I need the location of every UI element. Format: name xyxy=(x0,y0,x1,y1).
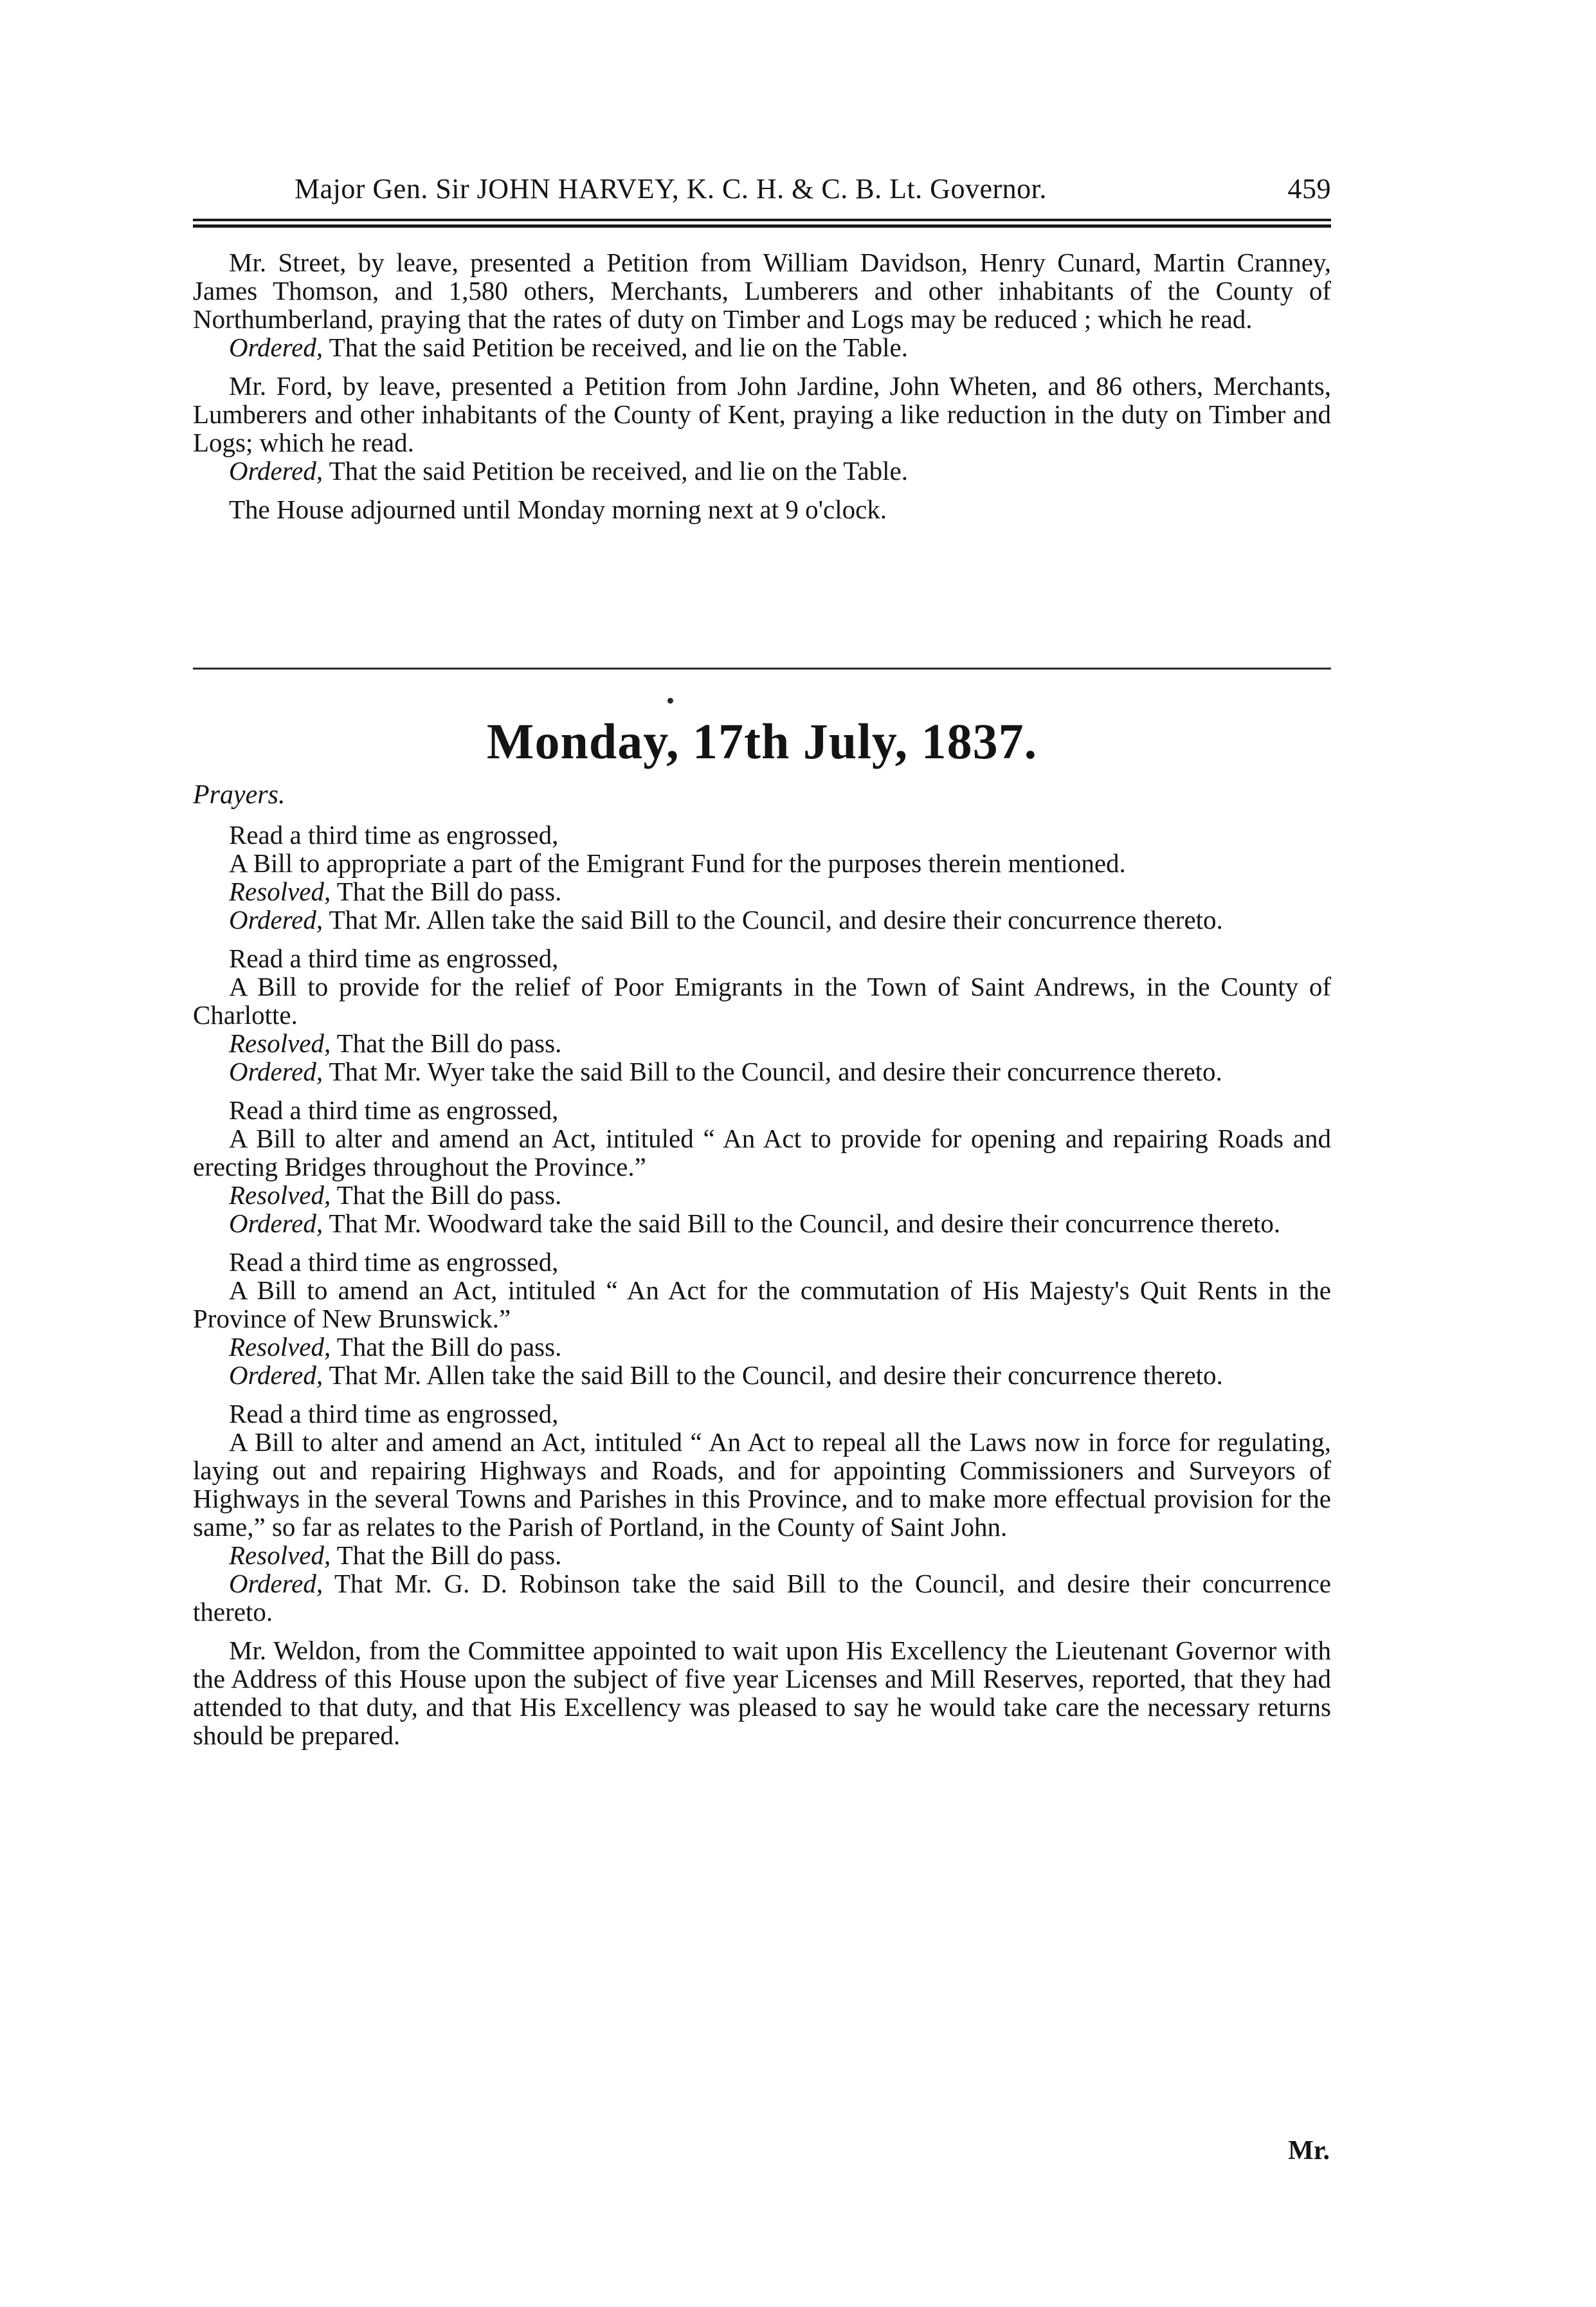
resolved-label: Resolved, xyxy=(229,1180,331,1210)
ordered-label: Ordered, xyxy=(229,456,323,486)
resolved-text: That the Bill do pass. xyxy=(331,1540,562,1570)
resolved-text: That the Bill do pass. xyxy=(331,1028,562,1058)
ordered-text: That Mr. Woodward take the said Bill to the Council, and desire their concurrence thereto. xyxy=(323,1208,1281,1238)
ordered-label: Ordered, xyxy=(229,1569,323,1598)
resolved-label: Resolved, xyxy=(229,1028,331,1058)
bill-entry xyxy=(193,1400,1331,1626)
read-line: Read a third time as engrossed, xyxy=(229,1095,559,1125)
resolved-text: That the Bill do pass. xyxy=(331,1332,562,1362)
ordered-label: Ordered, xyxy=(229,333,323,362)
read-line: Read a third time as engrossed, xyxy=(229,820,559,850)
resolved-text: That the Bill do pass. xyxy=(331,1180,562,1210)
bill-entry xyxy=(193,1096,1331,1237)
bill-title: A Bill to alter and amend an Act, intituled “ An Act to provide for opening and repairing Roads and erecting Bridges throughout the Province.” xyxy=(193,1124,1331,1181)
header-rule xyxy=(193,219,1331,228)
ford-petition-paragraph: Mr. Ford, by leave, presented a Petition from John Jardine, John Wheten, and 86 others, Merchants, Lumberers and other inhabitants of the County of Kent, praying a like reduction in the duty on Timber and Logs; which he read. xyxy=(193,371,1331,457)
ordered-text: That Mr. Wyer take the said Bill to the Council, and desire their concurrence thereto. xyxy=(323,1057,1222,1086)
ordered-text: That Mr. Allen take the said Bill to the Council, and desire their concurrence thereto. xyxy=(323,1360,1223,1390)
ordered-text: That Mr. Allen take the said Bill to the Council, and desire their concurrence thereto. xyxy=(323,905,1223,935)
ordered-text: That the said Petition be received, and lie on the Table. xyxy=(323,333,908,362)
resolved-line xyxy=(193,877,1331,906)
running-header xyxy=(193,166,1331,211)
bills-section xyxy=(193,821,1331,1749)
resolved-label: Resolved, xyxy=(229,1540,331,1570)
ornament-dot xyxy=(667,698,673,704)
read-line: Read a third time as engrossed, xyxy=(229,1399,559,1428)
resolved-label: Resolved, xyxy=(229,1332,331,1362)
ordered-label: Ordered, xyxy=(229,1360,323,1390)
section-divider xyxy=(193,668,1331,670)
ordered-line xyxy=(193,1569,1331,1626)
bill-entry xyxy=(193,1248,1331,1389)
bill-entry xyxy=(193,944,1331,1086)
bill-title: A Bill to alter and amend an Act, intituled “ An Act to repeal all the Laws now in force for regulating, laying out and repairing Highways and Roads, and for appointing Commissioners and Surveyors of Highways in the several Towns and Parishes in this Province, and to make more effectual provision for the same,” so far as relates to the Parish of Portland, in the County of Saint John. xyxy=(193,1427,1331,1542)
resolved-label: Resolved, xyxy=(229,877,331,906)
ordered-line xyxy=(193,1209,1331,1237)
ordered-label: Ordered, xyxy=(229,1057,323,1086)
ordered-line xyxy=(193,1057,1331,1086)
page-number: 459 xyxy=(1287,173,1331,205)
ordered-text: That the said Petition be received, and lie on the Table. xyxy=(323,456,908,486)
ordered-entry xyxy=(193,333,1331,361)
resolved-line xyxy=(193,1181,1331,1209)
petitions-section xyxy=(193,248,1331,524)
bill-entry xyxy=(193,821,1331,934)
bill-title: A Bill to appropriate a part of the Emigrant Fund for the purposes therein mentioned. xyxy=(229,848,1126,878)
read-line: Read a third time as engrossed, xyxy=(229,944,559,973)
running-title: Major Gen. Sir JOHN HARVEY, K. C. H. & C. B. Lt. Governor. xyxy=(295,173,1047,205)
resolved-line xyxy=(193,1541,1331,1569)
ordered-entry xyxy=(193,457,1331,485)
prayers-label: Prayers. xyxy=(193,780,286,810)
ordered-text: That Mr. G. D. Robinson take the said Bill to the Council, and desire their concurrence thereto. xyxy=(193,1569,1331,1627)
resolved-line xyxy=(193,1029,1331,1057)
ordered-line xyxy=(193,1361,1331,1389)
weldon-report-paragraph: Mr. Weldon, from the Committee appointed to wait upon His Excellency the Lieutenant Governor with the Address of this House upon the subject of five year Licenses and Mill Reserves, reported, that they had attended to that duty, and that His Excellency was pleased to say he would take care the necessary returns should be prepared. xyxy=(193,1636,1331,1750)
resolved-text: That the Bill do pass. xyxy=(331,877,562,906)
street-petition-paragraph: Mr. Street, by leave, presented a Petition from William Davidson, Henry Cunard, Martin Cranney, James Thomson, and 1,580 others, Merchants, Lumberers and other inhabitants of the County of Northumberland, praying that the rates of duty on Timber and Logs may be reduced ; which he read. xyxy=(193,248,1331,334)
bill-title: A Bill to amend an Act, intituled “ An Act for the commutation of His Majesty's Quit Rents in the Province of New Brunswick.” xyxy=(193,1275,1331,1333)
read-line: Read a third time as engrossed, xyxy=(229,1247,559,1277)
adjournment-paragraph: The House adjourned until Monday morning next at 9 o'clock. xyxy=(229,495,887,524)
day-heading: Monday, 17th July, 1837. xyxy=(486,713,1038,769)
ordered-line xyxy=(193,906,1331,934)
ordered-label: Ordered, xyxy=(229,1208,323,1238)
catchword: Mr. xyxy=(1288,2136,1330,2166)
resolved-line xyxy=(193,1333,1331,1361)
bill-title: A Bill to provide for the relief of Poor Emigrants in the Town of Saint Andrews, in the County of Charlotte. xyxy=(193,972,1331,1030)
ordered-label: Ordered, xyxy=(229,905,323,935)
